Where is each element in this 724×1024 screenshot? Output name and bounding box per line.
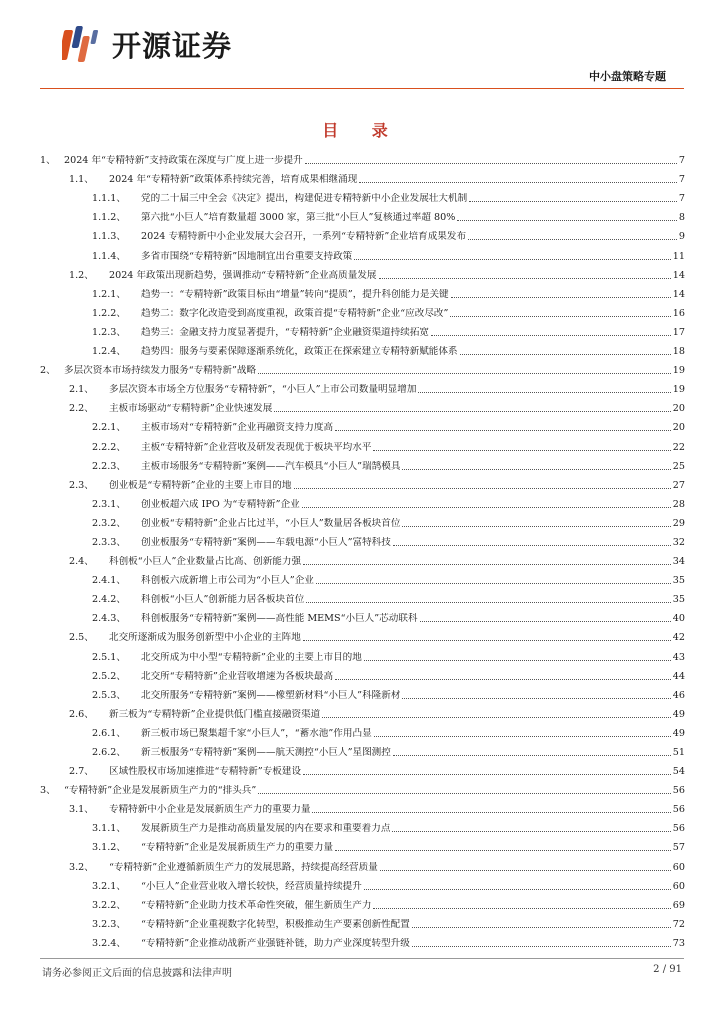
toc-entry-page: 60 [672,880,685,892]
toc-title: 目 录 [322,121,402,140]
toc-entry-number: 1.1.2、 [92,212,127,224]
company-logo [62,20,232,68]
toc-entry-title: 创业板“专精特新”企业占比过半，“小巨人”数量居各板块首位 [141,517,401,529]
toc-entry-title: 2024 年“专精特新”支持政策在深度与广度上进一步提升 [64,155,303,167]
toc-entry-number: 2.5、 [69,632,94,644]
toc-entry-number: 2.6、 [69,708,94,720]
toc-entry-page: 22 [672,441,685,453]
toc-entry-number: 1、 [40,155,56,167]
toc-entry-number: 3.2.3、 [92,918,127,930]
toc-entry[interactable] [40,587,685,606]
page-number: 2 / 91 [653,964,682,975]
toc-entry-page: 35 [672,594,685,606]
toc-entry[interactable] [40,511,685,530]
toc-entry-title: “专精特新”企业是发展新质生产力的“排头兵” [64,785,257,797]
toc-entry-title: 北交所“专精特新”企业营收增速为各板块最高 [141,670,334,682]
toc-entry-page: 7 [678,155,685,167]
toc-entry-number: 2.6.2、 [92,747,127,758]
toc-entry-number: 2.2、 [69,403,94,415]
toc-leader-dots [412,927,671,928]
toc-leader-dots [469,201,677,202]
toc-entry-title: 创业板是“专精特新”企业的主要上市目的地 [109,479,292,491]
toc-entry[interactable] [40,625,685,644]
toc-entry-page: 7 [678,174,685,186]
toc-leader-dots [468,239,677,240]
toc-entry[interactable] [40,530,685,549]
toc-leader-dots [364,660,671,661]
toc-entry[interactable] [40,549,685,568]
toc-entry-number: 2.2.2、 [92,441,127,453]
toc-leader-dots [258,373,671,374]
toc-entry-page: 14 [672,269,685,281]
toc-leader-dots [393,545,671,546]
toc-entry-title: 2024 年政策出现新趋势，强调推动“专精特新”企业高质量发展 [109,269,377,281]
toc-entry-title: 趋势一：“专精特新”政策目标由“增量”转向“提质”，提升科创能力是关键 [141,288,449,300]
toc-entry-title: “专精特新”企业重视数字化转型，积极推动生产要素创新性配置 [141,918,410,930]
toc-entry-page: 73 [672,937,685,949]
toc-entry-number: 2.4.1、 [92,575,127,587]
toc-entry-title: 多层次资本市场全方位服务“专精特新”，“小巨人”上市公司数量明显增加 [109,384,417,396]
toc-leader-dots [380,870,671,871]
toc-entry-title: 主板“专精特新”企业营收及研发表现优于板块平均水平 [141,441,372,453]
toc-leader-dots [322,717,671,718]
toc-entry-title: 科创板“小巨人”企业数量占比高、创新能力强 [109,556,302,568]
page-footer [40,958,684,979]
toc-entry-title: 区域性股权市场加速推进“专精特新”专板建设 [109,766,302,778]
toc-entry-page: 56 [672,804,685,816]
toc-entry-title: 2024 专精特新中小企业发展大会召开，一系列“专精特新”企业培育成果发布 [141,231,467,243]
toc-entry-page: 29 [672,517,685,529]
toc-entry-number: 2.1、 [69,384,94,396]
toc-entry[interactable] [40,606,685,625]
toc-leader-dots [460,354,671,355]
toc-entry-title: 新三板为“专精特新”企业提供低门槛直接融资渠道 [109,708,321,720]
toc-leader-dots [306,602,670,603]
toc-entry[interactable] [40,263,685,282]
toc-entry-number: 1.1.1、 [92,193,127,205]
toc-entry[interactable] [40,874,685,893]
toc-entry-number: 2.5.1、 [92,651,127,663]
toc-entry-title: 趋势三：金融支持力度显著提升，“专精特新”企业融资渠道持续拓宽 [141,326,430,338]
toc-entry-number: 3.1.2、 [92,842,127,854]
toc-entry[interactable] [40,358,685,377]
toc-leader-dots [450,316,670,317]
toc-entry-page: 43 [672,651,685,663]
toc-entry[interactable] [40,759,685,778]
report-category-title: 中小盘策略专题 [589,70,666,83]
toc-entry-number: 2.3、 [69,479,94,491]
toc-entry-number: 3、 [40,785,56,797]
toc-leader-dots [312,812,670,813]
toc-entry-title: 科创板六成新增上市公司为“小巨人”企业 [141,575,314,587]
toc-entry[interactable] [40,243,685,262]
toc-entry-title: 科创板“小巨人”创新能力居各板块首位 [141,594,305,606]
toc-entry-title: 新三板服务“专精特新”案例——航天测控“小巨人”星图测控 [141,747,391,758]
toc-leader-dots [420,621,671,622]
toc-entry-number: 1.1.3、 [92,231,127,243]
toc-leader-dots [393,755,671,756]
toc-leader-dots [335,850,671,851]
toc-entry[interactable] [40,454,685,473]
toc-entry-page: 7 [678,193,685,205]
toc-entry-title: 主板市场对“专精特新”企业再融资支持力度高 [141,422,334,434]
toc-entry[interactable] [40,377,685,396]
toc-leader-dots [303,774,671,775]
toc-entry[interactable] [40,721,685,740]
toc-entry-title: 北交所成为中小型“专精特新”企业的主要上市目的地 [141,651,362,663]
toc-entry-page: 54 [672,766,685,778]
toc-entry[interactable] [40,224,685,243]
toc-leader-dots [302,507,671,508]
toc-entry-title: 主板市场驱动“专精特新”企业快速发展 [109,403,273,415]
toc-entry-title: 2024 年“专精特新”政策体系持续完善，培育成果相继涌现 [109,174,358,186]
toc-entry-page: 19 [672,365,685,377]
toc-leader-dots [374,736,671,737]
toc-entry[interactable] [40,148,685,167]
toc-entry[interactable] [40,301,685,320]
toc-leader-dots [364,889,671,890]
toc-entry-page: 9 [678,231,685,243]
toc-leader-dots [354,259,671,260]
toc-leader-dots [402,698,670,699]
toc-leader-dots [402,469,670,470]
toc-entry-number: 2.4.2、 [92,594,127,606]
toc-entry-number: 1.2.1、 [92,288,127,300]
toc-entry-page: 44 [672,670,685,682]
toc-entry-number: 3.1、 [69,804,94,816]
toc-entry[interactable] [40,816,685,835]
toc-entry-title: 主板市场服务“专精特新”案例——汽车模具“小巨人”瑞鹄模具 [141,460,401,472]
toc-entry-title: 创业板服务“专精特新”案例——车载电源“小巨人”富特科技 [141,536,391,548]
toc-entry-title: 趋势四：服务与要素保障逐渐系统化，政策正在探索建立专精特新赋能体系 [141,346,458,358]
toc-entry-number: 2.3.3、 [92,536,127,548]
toc-entry[interactable] [40,644,685,663]
toc-entry[interactable] [40,778,685,797]
toc-entry-title: 北交所逐渐成为服务创新型中小企业的主阵地 [109,632,301,644]
toc-entry-title: “专精特新”企业推动战新产业强链补链，助力产业深度转型升级 [141,937,410,949]
toc-entry-page: 19 [672,384,685,396]
toc-entry-title: “专精特新”企业遵循新质生产力的发展思路，持续提高经营质量 [109,861,378,873]
toc-entry-number: 2.4.3、 [92,613,127,625]
toc-entry-number: 1.1.4、 [92,250,127,262]
toc-entry-page: 56 [672,785,685,797]
toc-leader-dots [316,583,671,584]
toc-entry-title: 党的二十届三中全会《决定》提出，构建促进专精特新中小企业发展壮大机制 [141,193,468,205]
toc-entry-page: 20 [672,403,685,415]
toc-entry[interactable] [40,893,685,912]
toc-entry-page: 18 [672,346,685,358]
toc-entry-page: 40 [672,613,685,625]
toc-entry-title: 新三板市场已聚集超千家“小巨人”，“蓄水池”作用凸显 [141,727,372,739]
toc-entry-page: 11 [672,250,685,262]
logo-mark-icon [62,22,106,66]
toc-entry-number: 3.2.4、 [92,937,127,949]
toc-entry-number: 3.2、 [69,861,94,873]
toc-entry-title: 北交所服务“专精特新”案例——橡塑新材料“小巨人”科隆新材 [141,689,401,701]
toc-leader-dots [373,450,670,451]
toc-entry[interactable] [40,473,685,492]
toc-entry-number: 2.3.2、 [92,517,127,529]
toc-leader-dots [412,946,671,947]
toc-entry[interactable] [40,912,685,931]
toc-entry[interactable] [40,835,685,854]
toc-leader-dots [274,411,670,412]
toc-entry-number: 2.7、 [69,766,94,778]
toc-entry-page: 34 [672,556,685,568]
toc-leader-dots [379,278,671,279]
toc-entry-title: “专精特新”企业是发展新质生产力的重要力量 [141,842,334,854]
toc-leader-dots [305,163,677,164]
toc-entry[interactable] [40,282,685,301]
toc-entry-page: 72 [672,918,685,930]
toc-entry-title: 创业板超六成 IPO 为“专精特新”企业 [141,498,300,510]
toc-entry-page: 27 [672,479,685,491]
toc-entry-page: 8 [678,212,685,224]
toc-entry[interactable] [40,664,685,683]
toc-entry-number: 3.2.1、 [92,880,127,892]
toc-entry-page: 46 [672,689,685,701]
toc-entry[interactable] [40,797,685,816]
toc-entry-title: 专精特新中小企业是发展新质生产力的重要力量 [109,804,311,816]
toc-entry-number: 1.2、 [69,269,94,281]
toc-entry-page: 51 [672,747,685,758]
toc-entry[interactable] [40,492,685,511]
toc-entry-page: 60 [672,861,685,873]
toc-entry-title: 第六批“小巨人”培育数量超 3000 家，第三批“小巨人”复核通过率超 80% [141,212,456,224]
toc-entry-title: 多层次资本市场持续发力服务“专精特新”战略 [64,365,257,377]
header-divider [40,88,684,89]
toc-entry[interactable] [40,702,685,721]
toc-entry-number: 1.2.2、 [92,307,127,319]
toc-leader-dots [418,392,670,393]
toc-entry-page: 28 [672,498,685,510]
toc-entry[interactable] [40,931,685,950]
page-header [0,0,724,95]
toc-leader-dots [402,526,670,527]
toc-entry-number: 1.2.4、 [92,346,127,358]
toc-entry-page: 42 [672,632,685,644]
toc-entry-number: 2.6.1、 [92,727,127,739]
toc-entry[interactable] [40,415,685,434]
toc-leader-dots [335,430,671,431]
toc-entry[interactable] [40,167,685,186]
toc-leader-dots [303,640,671,641]
toc-entry-number: 2.4、 [69,556,94,568]
toc-entry[interactable] [40,396,685,415]
toc-entry-page: 56 [672,823,685,835]
toc-entry-title: 科创板服务“专精特新”案例——高性能 MEMS“小巨人”芯动联科 [141,613,418,625]
table-of-contents [40,148,685,950]
toc-leader-dots [451,297,671,298]
toc-leader-dots [359,182,677,183]
toc-entry-number: 3.2.2、 [92,899,127,911]
toc-entry-number: 2.5.3、 [92,689,127,701]
toc-entry-page: 17 [672,326,685,338]
toc-entry-number: 2.3.1、 [92,498,127,510]
toc-entry-page: 20 [672,422,685,434]
toc-entry-title: 发展新质生产力是推动高质量发展的内在要求和重要着力点 [141,823,391,835]
footer-divider [40,958,684,959]
toc-entry[interactable] [40,339,685,358]
toc-entry-number: 2.2.1、 [92,422,127,434]
toc-entry[interactable] [40,186,685,205]
toc-leader-dots [294,488,671,489]
toc-leader-dots [392,831,670,832]
toc-leader-dots [431,335,671,336]
toc-entry-page: 32 [672,536,685,548]
toc-entry[interactable] [40,205,685,224]
toc-entry-title: “专精特新”企业助力技术革命性突破，催生新质生产力 [141,899,372,911]
toc-entry-page: 69 [672,899,685,911]
toc-entry[interactable] [40,434,685,453]
logo-text: 开源证券 [112,28,233,63]
toc-entry[interactable] [40,320,685,339]
toc-leader-dots [335,679,671,680]
toc-entry-title: “小巨人”企业营业收入增长较快，经营质量持续提升 [141,880,362,892]
toc-leader-dots [373,908,670,909]
toc-entry-number: 2.2.3、 [92,460,127,472]
toc-entry[interactable] [40,683,685,702]
toc-entry-title: 多省市围绕“专精特新”因地制宜出台重要支持政策 [141,250,353,262]
disclaimer-note: 请务必参阅正文后面的信息披露和法律声明 [42,968,232,979]
toc-entry-number: 3.1.1、 [92,823,127,835]
toc-entry-page: 49 [672,708,685,720]
toc-entry[interactable] [40,854,685,873]
toc-leader-dots [457,220,677,221]
toc-entry-page: 35 [672,575,685,587]
toc-entry-page: 14 [672,288,685,300]
toc-entry[interactable] [40,740,685,759]
toc-entry-page: 25 [672,460,685,472]
toc-entry-title: 趋势二：数字化改造受到高度重视，政策首提“专精特新”企业“应改尽改” [141,307,449,319]
toc-entry[interactable] [40,568,685,587]
toc-entry-page: 57 [672,842,685,854]
toc-entry-number: 2、 [40,365,56,377]
toc-leader-dots [303,564,671,565]
toc-entry-number: 2.5.2、 [92,670,127,682]
toc-entry-number: 1.2.3、 [92,326,127,338]
toc-leader-dots [258,793,670,794]
toc-entry-number: 1.1、 [69,174,94,186]
toc-entry-page: 49 [672,727,685,739]
toc-entry-page: 16 [672,307,685,319]
